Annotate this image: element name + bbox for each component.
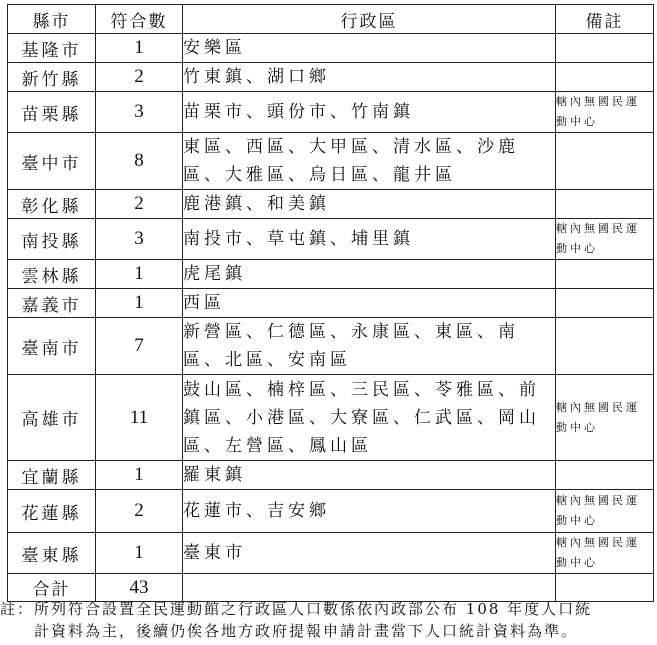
footnote-line-1: 註：所列符合設置全民運動館之行政區人口數係依內政部公布 108 年度人口統 xyxy=(0,600,593,618)
table-row xyxy=(8,133,654,190)
note-cell: 轄內無國民運動中心 xyxy=(556,533,654,574)
count-cell: 3 xyxy=(96,92,183,133)
table-row xyxy=(8,375,654,461)
header-count: 符合數 xyxy=(96,5,183,34)
note-cell xyxy=(556,461,654,490)
note-cell: 轄內無國民運動中心 xyxy=(556,92,654,133)
districts-cell: 竹東鎮、湖口鄉 xyxy=(183,63,556,92)
districts-cell: 安樂區 xyxy=(183,34,556,63)
count-cell: 2 xyxy=(96,63,183,92)
footnote xyxy=(0,598,657,642)
county-cell: 彰化縣 xyxy=(8,190,96,219)
table-row xyxy=(8,92,654,133)
note-cell xyxy=(556,34,654,63)
county-cell: 雲林縣 xyxy=(8,260,96,289)
county-cell: 苗栗縣 xyxy=(8,92,96,133)
districts-cell: 臺東市 xyxy=(183,533,556,574)
count-cell: 7 xyxy=(96,318,183,375)
count-cell: 1 xyxy=(96,461,183,490)
count-cell: 11 xyxy=(96,375,183,461)
county-cell: 嘉義市 xyxy=(8,289,96,318)
table-row xyxy=(8,219,654,260)
count-cell: 1 xyxy=(96,34,183,63)
county-cell: 高雄市 xyxy=(8,375,96,461)
count-cell: 3 xyxy=(96,219,183,260)
note-cell xyxy=(556,190,654,219)
county-cell: 花蓮縣 xyxy=(8,490,96,533)
districts-cell: 鹿港鎮、和美鎮 xyxy=(183,190,556,219)
districts-cell: 新營區、仁德區、永康區、東區、南區、北區、安南區 xyxy=(183,318,556,375)
table-row xyxy=(8,490,654,533)
table-body xyxy=(8,34,654,574)
header-districts: 行政區 xyxy=(183,5,556,34)
county-cell: 南投縣 xyxy=(8,219,96,260)
county-cell: 宜蘭縣 xyxy=(8,461,96,490)
table-row xyxy=(8,34,654,63)
total-count: 43 xyxy=(96,574,183,602)
county-cell: 新竹縣 xyxy=(8,63,96,92)
table-row xyxy=(8,260,654,289)
note-cell: 轄內無國民運動中心 xyxy=(556,219,654,260)
districts-cell: 鼓山區、楠梓區、三民區、苓雅區、前鎮區、小港區、大寮區、仁武區、岡山區、左營區、鳳山區 xyxy=(183,375,556,461)
note-cell xyxy=(556,318,654,375)
districts-cell: 苗栗市、頭份市、竹南鎮 xyxy=(183,92,556,133)
county-cell: 臺南市 xyxy=(8,318,96,375)
note-cell xyxy=(556,289,654,318)
table-row xyxy=(8,318,654,375)
county-cell: 基隆市 xyxy=(8,34,96,63)
districts-cell: 西區 xyxy=(183,289,556,318)
table-row xyxy=(8,190,654,219)
table-row xyxy=(8,461,654,490)
count-cell: 2 xyxy=(96,490,183,533)
count-cell: 8 xyxy=(96,133,183,190)
note-cell: 轄內無國民運動中心 xyxy=(556,375,654,461)
districts-cell: 東區、西區、大甲區、清水區、沙鹿區、大雅區、烏日區、龍井區 xyxy=(183,133,556,190)
table-row xyxy=(8,289,654,318)
table-row xyxy=(8,63,654,92)
header-note: 備註 xyxy=(556,5,654,34)
footnote-line-2: 計資料為主，後續仍俟各地方政府提報申請計畫當下人口統計資料為準。 xyxy=(34,622,579,640)
table-row xyxy=(8,533,654,574)
total-label: 合計 xyxy=(8,574,96,602)
districts-cell: 南投市、草屯鎮、埔里鎮 xyxy=(183,219,556,260)
districts-cell: 羅東鎮 xyxy=(183,461,556,490)
note-cell xyxy=(556,260,654,289)
districts-cell: 花蓮市、吉安鄉 xyxy=(183,490,556,533)
count-cell: 1 xyxy=(96,260,183,289)
header-county: 縣市 xyxy=(8,5,96,34)
note-cell xyxy=(556,63,654,92)
note-cell xyxy=(556,133,654,190)
county-cell: 臺東縣 xyxy=(8,533,96,574)
note-cell: 轄內無國民運動中心 xyxy=(556,490,654,533)
districts-cell: 虎尾鎮 xyxy=(183,260,556,289)
count-cell: 1 xyxy=(96,289,183,318)
eligible-districts-table xyxy=(7,4,654,602)
count-cell: 2 xyxy=(96,190,183,219)
county-cell: 臺中市 xyxy=(8,133,96,190)
count-cell: 1 xyxy=(96,533,183,574)
table-header-row xyxy=(8,5,654,34)
